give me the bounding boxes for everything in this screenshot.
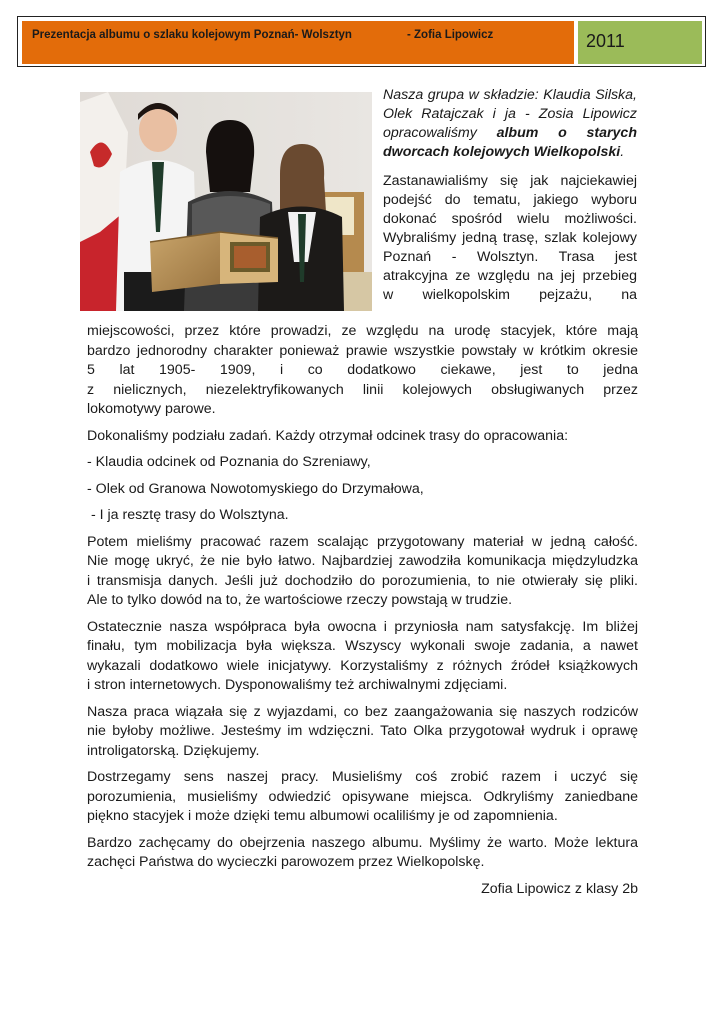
main-text [87,322,638,906]
header-title: Prezentacja albumu o szlaku kolejowym Poznań- Wolsztyn [32,29,352,41]
body-paragraph [87,533,638,611]
tasks-intro: Dokonaliśmy podziału zadań. Każdy otrzymał odcinek trasy do opracowania: [87,427,569,444]
header-frame [17,16,706,67]
text-line: piękno stacyjek i może dzięki temu albumowi ocaliliśmy je od zapomnienia. [87,808,558,824]
text-line: i transmisja danych. Jeśli już dochodziło do porozumienia, to nie otwierały się pliki. [87,572,638,589]
text-line: zachęci Państwa do wycieczki parowozem przez Wielkopolskę. [87,854,485,870]
text-line: porozumienia, musieliśmy odwiedzić opisywane miejsca. Odkryliśmy zaniedbane [87,788,638,805]
text-line: podejść do tematu, jakiego wyboru [383,192,637,208]
text-line: dokonać spośród wielu możliwości. [383,211,637,227]
text-line: 5 lat 1905- 1909, i co dodatkowo ciekawe, jest to jedna [87,362,638,378]
text-line: Dostrzegamy sens naszej pracy. Musieliśmy coś zrobić razem i uczyć się [87,769,638,785]
text-line: Wybraliśmy jedną trasę, szlak kolejowy [383,230,637,246]
body-paragraph [87,703,638,762]
body-paragraph [87,618,638,696]
task-item: - I ja resztę trasy do Wolsztyna. [87,507,289,523]
text-line: Nie mogę ukryć, że nie było łatwo. Najbardziej zawodziła komunikacja międzyludzka [87,553,638,569]
body-paragraph [87,834,638,873]
body-paragraph [87,768,638,827]
signature: Zofia Lipowicz z klasy 2b [481,880,638,897]
text-line: i stron internetowych. Dysponowaliśmy też archiwalnymi zdjęciami. [87,677,508,693]
text-line: Nasza praca wiązała się z wyjazdami, co bez zaangażowania się naszych rodziców [87,703,638,720]
text-line: atrakcyjna ze względu na jej przebieg [383,268,637,284]
text-line: finału, tym mobilizacja była większa. Wszyscy wykonali swoje zadania, a nawet [87,638,638,654]
text-line: bardzo jednorodny charakter ponieważ prawie wszystkie powstały w krótkim okresie [87,342,638,359]
intro-album-title: album o starych [496,125,637,141]
text-line: Poznań - Wolsztyn. Trasa jest [383,249,637,265]
body-paragraph-start [383,172,637,305]
header-author: - Zofia Lipowicz [407,29,494,41]
text-line: nie byłoby możliwe. Jesteśmy im wdzięczni. Tato Olka przygotował wydruk i oprawę [87,723,638,739]
intro-line [383,143,637,162]
intro-text: . [620,144,625,160]
intro-line: Olek Ratajczak i ja - Zosia Lipowicz [383,106,637,122]
text-line: Bardzo zachęcamy do obejrzenia naszego albumu. Myślimy że warto. Może lektura [87,834,638,851]
text-line: miejscowości, przez które prowadzi, ze względu na urodę stacyjek, które mają [87,323,638,339]
task-item: - Klaudia odcinek od Poznania do Szreniawy, [87,454,371,470]
header-year-box [578,21,702,64]
intro-text: opracowaliśmy [383,125,477,141]
task-item: - Olek od Granowa Nowotomyskiego do Drzymałowa, [87,480,424,497]
intro-line: Nasza grupa w składzie: Klaudia Silska, [383,87,637,103]
text-line: z nielicznych, niezelektryfikowanych linii kolejowych obsługiwanych przez [87,381,638,398]
intro-line [383,124,637,143]
text-line: Ostatecznie nasza współpraca była owocna i przyniosła nam satysfakcję. Im bliżej [87,618,638,635]
text-line: introligatorską. Dziękujemy. [87,742,260,759]
header-year: 2011 [586,31,625,51]
intro-album-title: dworcach kolejowych Wielkopolski [383,144,621,160]
text-line: w wielkopolskim pejzażu, na [383,287,637,303]
text-line: Potem mieliśmy pracować razem scalając przygotowany materiał w jedną całość. [87,533,638,550]
body-paragraph-continued [87,322,638,420]
text-line: Zastanawialiśmy się jak najciekawiej [383,173,637,189]
intro-paragraph [383,86,637,162]
group-photo-icon [80,92,372,311]
intro-column [383,86,637,305]
header-title-box [22,21,574,64]
text-line: lokomotywy parowe. [87,401,216,417]
text-line: wykazali dodatkowo wiele inicjatywy. Korzystaliśmy z różnych źródeł książkowych [87,657,638,674]
text-line: Ale to tylko dowód na to, że wartościowe rzeczy powstają w trudzie. [87,592,513,608]
